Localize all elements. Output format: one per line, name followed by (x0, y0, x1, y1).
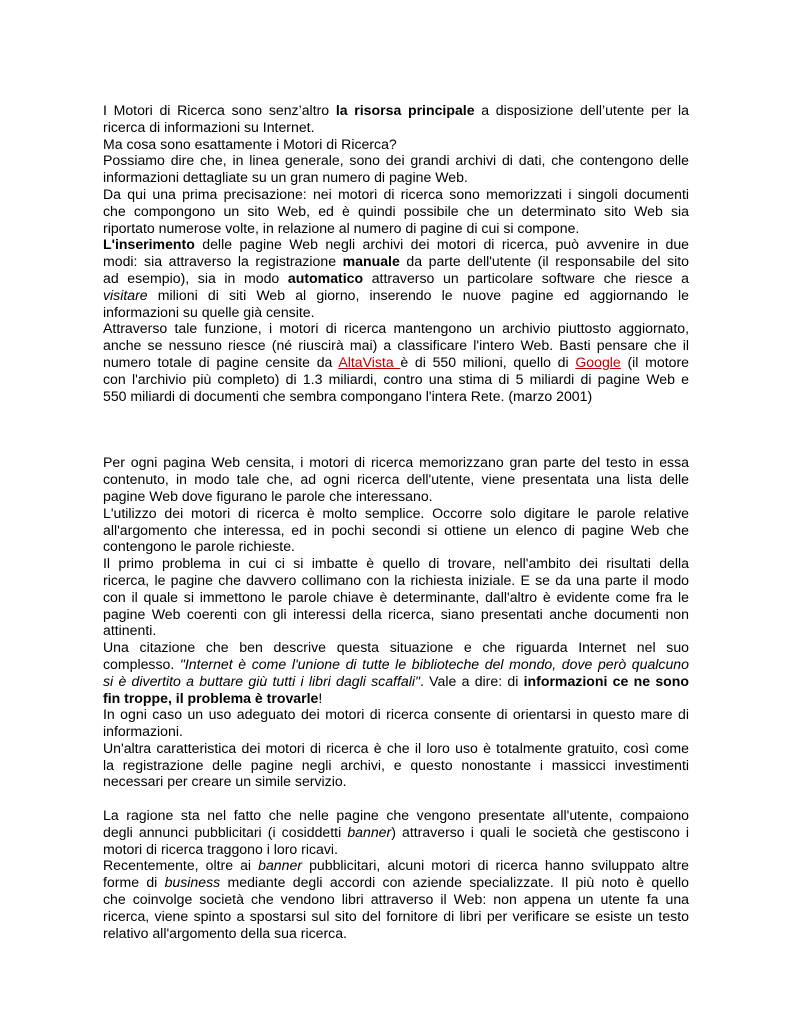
text-run: ad esempio), sia in modo (103, 269, 288, 286)
text-line: attinenti. (103, 622, 157, 639)
text-line (103, 690, 689, 707)
text-run: degli annunci pubblicitari (i cosiddetti (103, 823, 348, 840)
paragraph-spacer (103, 790, 689, 807)
text-run: . Vale a dire: di (419, 672, 524, 689)
text-line: la registrazione delle pagine negli archivi, e questo nonostante i massicci investimenti (103, 756, 689, 773)
text-line: Una citazione che ben descrive questa situazione e che riguarda Internet nel suo (103, 639, 689, 656)
text-line: contenuto, in modo tale che, ad ogni ricerca dell'utente, viene presentata una lista delle (103, 471, 689, 488)
text-run: pubblicitari, alcuni motori di ricerca hanno sviluppato altre (302, 857, 689, 874)
text-run: I Motori di Ricerca sono senz’altro (103, 102, 336, 118)
text-line (103, 824, 689, 841)
text-run: ) attraverso i quali le società che gestiscono i (391, 823, 689, 840)
text-run: Recentemente, oltre ai (103, 857, 259, 874)
text-line: con il quale si immettono le parole chiave è determinante, dall'altro è evidente come fra le (103, 588, 689, 605)
text-line: contengono le parole richieste. (103, 538, 295, 555)
text-line: Per ogni pagina Web censita, i motori di ricerca memorizzano gran parte del testo in essa (103, 454, 689, 471)
text-run: modi: sia attraverso la registrazione (103, 253, 343, 270)
text-line: Da qui una prima precisazione: nei motori di ricerca sono memorizzati i singoli documenti (103, 185, 689, 202)
bold-text: informazioni ce ne sono (523, 672, 689, 689)
text-line (103, 857, 689, 874)
text-line: che coinvolge società che vendono libri attraverso il Web: non appena un utente fa una (103, 891, 689, 908)
text-line: In ogni caso un uso adeguato dei motori di ricerca consente di orientarsi in questo mare di (103, 706, 689, 723)
text-run: complesso. (103, 655, 180, 672)
text-line: informazioni dettagliate su un gran numero di pagine Web. (103, 169, 468, 186)
altavista-link[interactable]: AltaVista (338, 353, 401, 370)
text-line: relativo all'argomento della sua ricerca. (103, 924, 347, 941)
text-line: Un'altra caratteristica dei motori di ricerca è che il loro uso è totalmente gratuito, così come (103, 739, 689, 756)
paragraph-usage (103, 454, 689, 790)
text-line: L'utilizzo dei motori di ricerca è molto semplice. Occorre solo digitare le parole relative (103, 504, 689, 521)
bold-text: la risorsa principale (335, 102, 475, 118)
text-line (103, 874, 689, 891)
paragraph-business (103, 807, 689, 941)
text-line (103, 253, 689, 270)
document-body (103, 102, 689, 941)
text-line: motori di ricerca traggono i loro ricavi. (103, 840, 338, 857)
quote-text: si è divertito a buttare giù tutti i libri dagli scaffali" (103, 672, 420, 689)
quote-text: "Internet è come l'unione di tutte le biblioteche del mondo, dove però qualcuno (179, 655, 689, 672)
text-run: milioni di siti Web al giorno, inserendo le nuove pagine ed aggiornando le (147, 286, 689, 303)
text-line: ricerca, viene spinto a spostarsi sul sito del fornitore di libri per verificare se esiste un testo (103, 907, 689, 924)
text-line: ricerca di informazioni su Internet. (103, 118, 315, 135)
text-run: numero totale di pagine censite da (103, 353, 339, 370)
text-line: Attraverso tale funzione, i motori di ricerca mantengono un archivio piuttosto aggiornato, (103, 320, 689, 337)
text-run: è di 550 milioni, quello di (400, 353, 576, 370)
text-line (103, 287, 689, 304)
text-run: (il motore (620, 353, 689, 370)
bold-text: fin troppe, il problema è trovarle (103, 689, 319, 706)
text-run: ! (318, 689, 323, 706)
text-line (103, 236, 689, 253)
italic-text: banner (258, 857, 303, 874)
bold-text: automatico (287, 269, 364, 286)
text-run: da parte dell'utente (il responsabile del sito (399, 253, 689, 270)
text-line: Il primo problema in cui ci si imbatte è quello di trovare, nell'ambito dei risultati della (103, 555, 689, 572)
text-line: ricerca, le pagine che davvero collimano con la richiesta iniziale. E se da una parte il modo (103, 571, 689, 588)
text-line: informazioni. (103, 723, 183, 740)
text-line: 550 miliardi di documenti che sembra compongano l'intera Rete. (marzo 2001) (103, 387, 593, 404)
bold-text: L'inserimento (103, 236, 195, 253)
text-run: mediante degli accordi con aziende specializzate. Il più noto è quello (220, 874, 689, 891)
text-line: pagine Web coerenti con gli interessi della ricerca, siano presentati anche documenti non (103, 605, 689, 622)
text-line (103, 656, 689, 673)
text-run: a disposizione dell’utente per la (474, 102, 689, 118)
text-run: delle pagine Web negli archivi dei motori di ricerca, può avvenire in due (194, 236, 689, 253)
text-line: pagine Web dove figurano le parole che interessano. (103, 487, 433, 504)
text-run: forme di (103, 874, 165, 891)
text-line: informazioni su quelle già censite. (103, 303, 315, 320)
text-line: La ragione sta nel fatto che nelle pagine che vengono presentate all'utente, compaiono (103, 807, 689, 824)
text-line: all'argomento che interessa, ed in pochi secondi si ottiene un elenco di pagine Web che (103, 521, 689, 538)
paragraph-intro (103, 102, 689, 404)
text-line (103, 673, 689, 690)
text-line: riportato numerose volte, in relazione al numero di pagine di cui si compone. (103, 219, 580, 236)
bold-text: manuale (342, 253, 400, 270)
google-link[interactable]: Google (575, 353, 621, 370)
italic-text: visitare (103, 286, 148, 303)
text-line: necessari per creare un simile servizio. (103, 773, 347, 790)
italic-text: business (164, 874, 221, 891)
text-line: Ma cosa sono esattamente i Motori di Ricerca? (103, 135, 397, 152)
text-line: Possiamo dire che, in linea generale, sono dei grandi archivi di dati, che contengono delle (103, 152, 689, 169)
paragraph-spacer (103, 404, 689, 454)
text-line: che compongono un sito Web, ed è quindi possibile che un determinato sito Web sia (103, 202, 689, 219)
text-run: attraverso un particolare software che riesce a (363, 269, 689, 286)
text-line (103, 354, 689, 371)
text-line (103, 102, 689, 119)
text-line (103, 270, 689, 287)
text-line: anche se nessuno riesce (né riuscirà mai) a classificare l'intero Web. Basti pensare che il (103, 337, 689, 354)
italic-text: banner (347, 823, 392, 840)
text-line: con l'archivio più completo) di 1.3 miliardi, contro una stima di 5 miliardi di pagine Web e (103, 370, 689, 387)
